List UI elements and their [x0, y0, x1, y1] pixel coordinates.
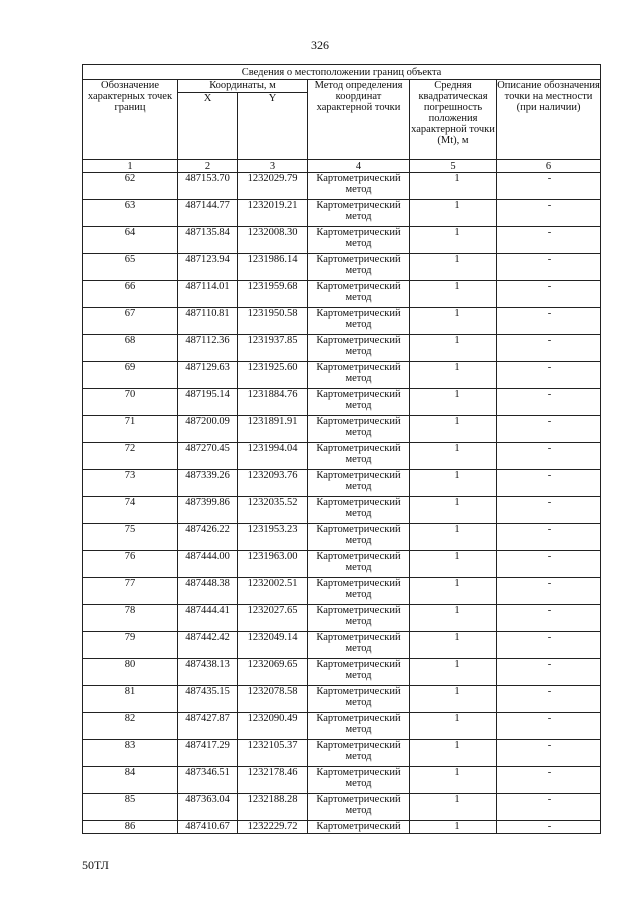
method-cell-text: Картометрический метод: [316, 794, 401, 816]
method-cell: [308, 686, 410, 713]
method-cell-text: Картометрический метод: [316, 173, 401, 195]
point-cell: 66: [83, 281, 178, 308]
method-cell-text: Картометрический метод: [316, 389, 401, 411]
method-cell: [308, 281, 410, 308]
x-coordinate-cell: 487129.63: [178, 362, 238, 389]
description-cell: [497, 821, 601, 834]
column-number: 1: [83, 160, 178, 173]
method-cell-text: Картометрический: [316, 821, 401, 832]
x-coordinate-cell: 487270.45: [178, 443, 238, 470]
point-cell: 74: [83, 497, 178, 524]
point-cell: 73: [83, 470, 178, 497]
y-coordinate-cell: 1231994.04: [238, 443, 308, 470]
accuracy-cell: [410, 443, 497, 470]
accuracy-cell-text: 1: [454, 794, 460, 805]
point-cell: 72: [83, 443, 178, 470]
accuracy-cell: [410, 173, 497, 200]
column-number: 3: [238, 160, 308, 173]
x-coordinate-cell: 487444.00: [178, 551, 238, 578]
y-coordinate-cell: 1231986.14: [238, 254, 308, 281]
y-coordinate-cell: 1232029.79: [238, 173, 308, 200]
y-coordinate-cell: 1232178.46: [238, 767, 308, 794]
table-row: [83, 740, 601, 767]
y-coordinate-cell: 1231950.58: [238, 308, 308, 335]
method-cell: [308, 200, 410, 227]
description-cell-text: -: [547, 551, 552, 562]
point-cell: 71: [83, 416, 178, 443]
method-cell-text: Картометрический метод: [316, 740, 401, 762]
accuracy-cell: [410, 551, 497, 578]
method-cell-text: Картометрический метод: [316, 254, 401, 276]
table-row: [83, 632, 601, 659]
y-coordinate-cell: 1231891.91: [238, 416, 308, 443]
point-cell: 70: [83, 389, 178, 416]
x-coordinate-cell: 487435.15: [178, 686, 238, 713]
method-cell-text: Картометрический метод: [316, 335, 401, 357]
point-cell: 78: [83, 605, 178, 632]
method-cell-text: Картометрический метод: [316, 416, 401, 438]
point-cell: 80: [83, 659, 178, 686]
method-cell-text: Картометрический метод: [316, 659, 401, 681]
description-cell-text: -: [547, 254, 552, 265]
y-coordinate-cell: 1232090.49: [238, 713, 308, 740]
description-cell-text: -: [547, 416, 552, 427]
point-cell: 85: [83, 794, 178, 821]
x-coordinate-cell: 487200.09: [178, 416, 238, 443]
x-coordinate-cell: 487438.13: [178, 659, 238, 686]
x-coordinate-cell: 487195.14: [178, 389, 238, 416]
point-cell: 75: [83, 524, 178, 551]
accuracy-cell: [410, 416, 497, 443]
accuracy-cell: [410, 794, 497, 821]
method-cell-text: Картометрический метод: [316, 200, 401, 222]
method-cell-text: Картометрический метод: [316, 767, 401, 789]
x-coordinate-cell: 487346.51: [178, 767, 238, 794]
header-method: Метод определения координат характерной точки: [308, 80, 410, 160]
accuracy-cell: [410, 578, 497, 605]
y-coordinate-cell: 1231925.60: [238, 362, 308, 389]
table-row: [83, 335, 601, 362]
column-number: 4: [308, 160, 410, 173]
table-row: [83, 686, 601, 713]
method-cell: [308, 416, 410, 443]
method-cell-text: Картометрический метод: [316, 308, 401, 330]
header-point: Обозначение характерных точек границ: [83, 80, 178, 160]
y-coordinate-cell: 1231884.76: [238, 389, 308, 416]
description-cell-text: -: [547, 497, 552, 508]
y-coordinate-cell: 1232035.52: [238, 497, 308, 524]
description-cell: [497, 470, 601, 497]
accuracy-cell: [410, 659, 497, 686]
method-cell: [308, 470, 410, 497]
accuracy-cell-text: 1: [454, 524, 460, 535]
method-cell: [308, 173, 410, 200]
table-row: [83, 254, 601, 281]
method-cell-text: Картометрический метод: [316, 551, 401, 573]
description-cell-text: -: [547, 173, 552, 184]
accuracy-cell-text: 1: [454, 767, 460, 778]
method-cell: [308, 227, 410, 254]
accuracy-cell-text: 1: [454, 659, 460, 670]
description-cell-text: -: [547, 821, 552, 832]
accuracy-cell-text: 1: [454, 713, 460, 724]
description-cell-text: -: [547, 794, 552, 805]
description-cell-text: -: [547, 389, 552, 400]
y-coordinate-cell: 1232002.51: [238, 578, 308, 605]
description-cell-text: -: [547, 767, 552, 778]
description-cell-text: -: [547, 470, 552, 481]
method-cell-text: Картометрический метод: [316, 524, 401, 546]
method-cell: [308, 578, 410, 605]
table-row: [83, 308, 601, 335]
description-cell: [497, 524, 601, 551]
accuracy-cell: [410, 254, 497, 281]
accuracy-cell: [410, 821, 497, 834]
y-coordinate-cell: 1232078.58: [238, 686, 308, 713]
x-coordinate-cell: 487444.41: [178, 605, 238, 632]
point-cell: 65: [83, 254, 178, 281]
y-coordinate-cell: 1231937.85: [238, 335, 308, 362]
description-cell-text: -: [547, 308, 552, 319]
method-cell-text: Картометрический метод: [316, 443, 401, 465]
y-coordinate-cell: 1232019.21: [238, 200, 308, 227]
y-coordinate-cell: 1232229.72: [238, 821, 308, 834]
point-cell: 86: [83, 821, 178, 834]
method-cell: [308, 659, 410, 686]
point-cell: 79: [83, 632, 178, 659]
accuracy-cell-text: 1: [454, 443, 460, 454]
accuracy-cell-text: 1: [454, 200, 460, 211]
accuracy-cell: [410, 497, 497, 524]
method-cell: [308, 551, 410, 578]
method-cell: [308, 740, 410, 767]
point-cell: 83: [83, 740, 178, 767]
x-coordinate-cell: 487144.77: [178, 200, 238, 227]
description-cell: [497, 362, 601, 389]
x-coordinate-cell: 487363.04: [178, 794, 238, 821]
y-coordinate-cell: 1231953.23: [238, 524, 308, 551]
y-coordinate-cell: 1232188.28: [238, 794, 308, 821]
accuracy-cell-text: 1: [454, 497, 460, 508]
method-cell: [308, 443, 410, 470]
table-row: [83, 578, 601, 605]
method-cell: [308, 308, 410, 335]
point-cell: 67: [83, 308, 178, 335]
accuracy-cell-text: 1: [454, 308, 460, 319]
description-cell: [497, 200, 601, 227]
header-description: Описание обозначения точки на местности (при наличии): [497, 80, 601, 160]
description-cell-text: -: [547, 443, 552, 454]
x-coordinate-cell: 487410.67: [178, 821, 238, 834]
table-row: [83, 281, 601, 308]
description-cell: [497, 740, 601, 767]
point-cell: 82: [83, 713, 178, 740]
point-cell: 68: [83, 335, 178, 362]
description-cell: [497, 686, 601, 713]
y-coordinate-cell: 1231959.68: [238, 281, 308, 308]
description-cell: [497, 605, 601, 632]
accuracy-cell: [410, 470, 497, 497]
description-cell: [497, 308, 601, 335]
accuracy-cell-text: 1: [454, 821, 460, 832]
x-coordinate-cell: 487399.86: [178, 497, 238, 524]
accuracy-cell-text: 1: [454, 605, 460, 616]
description-cell-text: -: [547, 524, 552, 535]
accuracy-cell: [410, 335, 497, 362]
accuracy-cell-text: 1: [454, 173, 460, 184]
method-cell-text: Картометрический метод: [316, 713, 401, 735]
table-row: [83, 173, 601, 200]
description-cell: [497, 443, 601, 470]
method-cell: [308, 713, 410, 740]
accuracy-cell: [410, 740, 497, 767]
description-cell-text: -: [547, 713, 552, 724]
accuracy-cell: [410, 362, 497, 389]
table-body: [83, 173, 601, 834]
description-cell: [497, 632, 601, 659]
description-cell: [497, 335, 601, 362]
accuracy-cell: [410, 389, 497, 416]
point-cell: 84: [83, 767, 178, 794]
table-row: [83, 443, 601, 470]
y-coordinate-cell: 1232105.37: [238, 740, 308, 767]
method-cell-text: Картометрический метод: [316, 686, 401, 708]
x-coordinate-cell: 487114.01: [178, 281, 238, 308]
point-cell: 64: [83, 227, 178, 254]
description-cell: [497, 227, 601, 254]
accuracy-cell: [410, 713, 497, 740]
description-cell: [497, 281, 601, 308]
description-cell-text: -: [547, 281, 552, 292]
description-cell: [497, 659, 601, 686]
method-cell: [308, 632, 410, 659]
point-cell: 62: [83, 173, 178, 200]
table-row: [83, 659, 601, 686]
accuracy-cell-text: 1: [454, 686, 460, 697]
table-row: [83, 227, 601, 254]
method-cell: [308, 389, 410, 416]
table-row: [83, 362, 601, 389]
description-cell: [497, 713, 601, 740]
accuracy-cell: [410, 308, 497, 335]
column-number: 6: [497, 160, 601, 173]
method-cell-text: Картометрический метод: [316, 632, 401, 654]
table-caption: Сведения о местоположении границ объекта: [83, 65, 601, 80]
x-coordinate-cell: 487153.70: [178, 173, 238, 200]
description-cell-text: -: [547, 227, 552, 238]
description-cell: [497, 794, 601, 821]
accuracy-cell-text: 1: [454, 470, 460, 481]
y-coordinate-cell: 1232027.65: [238, 605, 308, 632]
method-cell-text: Картометрический метод: [316, 605, 401, 627]
description-cell-text: -: [547, 605, 552, 616]
accuracy-cell-text: 1: [454, 551, 460, 562]
column-number-row: [83, 160, 601, 173]
table-row: [83, 416, 601, 443]
table-row: [83, 605, 601, 632]
table-row: [83, 767, 601, 794]
table-row: [83, 713, 601, 740]
x-coordinate-cell: 487135.84: [178, 227, 238, 254]
page-number: 326: [311, 38, 329, 52]
accuracy-cell-text: 1: [454, 335, 460, 346]
description-cell: [497, 173, 601, 200]
accuracy-cell: [410, 524, 497, 551]
method-cell: [308, 605, 410, 632]
description-cell: [497, 767, 601, 794]
table-row: [83, 470, 601, 497]
accuracy-cell: [410, 767, 497, 794]
description-cell-text: -: [547, 686, 552, 697]
table-row: [83, 551, 601, 578]
description-cell-text: -: [547, 632, 552, 643]
method-cell-text: Картометрический метод: [316, 497, 401, 519]
description-cell-text: -: [547, 335, 552, 346]
x-coordinate-cell: 487339.26: [178, 470, 238, 497]
y-coordinate-cell: 1232049.14: [238, 632, 308, 659]
table-row: [83, 389, 601, 416]
header-y: Y: [238, 93, 308, 160]
method-cell-text: Картометрический метод: [316, 281, 401, 303]
method-cell: [308, 335, 410, 362]
point-cell: 63: [83, 200, 178, 227]
header-coordinates: Координаты, м: [178, 80, 308, 93]
x-coordinate-cell: 487417.29: [178, 740, 238, 767]
description-cell-text: -: [547, 659, 552, 670]
accuracy-cell-text: 1: [454, 362, 460, 373]
accuracy-cell-text: 1: [454, 254, 460, 265]
x-coordinate-cell: 487112.36: [178, 335, 238, 362]
y-coordinate-cell: 1231963.00: [238, 551, 308, 578]
description-cell-text: -: [547, 200, 552, 211]
description-cell-text: -: [547, 740, 552, 751]
x-coordinate-cell: 487448.38: [178, 578, 238, 605]
description-cell-text: -: [547, 362, 552, 373]
column-number: 2: [178, 160, 238, 173]
accuracy-cell: [410, 632, 497, 659]
point-cell: 76: [83, 551, 178, 578]
method-cell: [308, 254, 410, 281]
y-coordinate-cell: 1232093.76: [238, 470, 308, 497]
accuracy-cell-text: 1: [454, 578, 460, 589]
method-cell: [308, 794, 410, 821]
table-row: [83, 821, 601, 834]
x-coordinate-cell: 487427.87: [178, 713, 238, 740]
point-cell: 81: [83, 686, 178, 713]
description-cell: [497, 497, 601, 524]
method-cell: [308, 497, 410, 524]
header-x: X: [178, 93, 238, 160]
accuracy-cell: [410, 200, 497, 227]
description-cell: [497, 254, 601, 281]
method-cell: [308, 821, 410, 834]
method-cell-text: Картометрический метод: [316, 362, 401, 384]
method-cell: [308, 767, 410, 794]
description-cell: [497, 578, 601, 605]
y-coordinate-cell: 1232069.65: [238, 659, 308, 686]
x-coordinate-cell: 487123.94: [178, 254, 238, 281]
column-number: 5: [410, 160, 497, 173]
accuracy-cell: [410, 227, 497, 254]
table-row: [83, 200, 601, 227]
footer-code: 50ТЛ: [82, 858, 109, 872]
description-cell-text: -: [547, 578, 552, 589]
accuracy-cell: [410, 281, 497, 308]
accuracy-cell-text: 1: [454, 227, 460, 238]
description-cell: [497, 389, 601, 416]
accuracy-cell: [410, 605, 497, 632]
description-cell: [497, 551, 601, 578]
accuracy-cell: [410, 686, 497, 713]
method-cell-text: Картометрический метод: [316, 227, 401, 249]
boundary-coordinates-table: [82, 64, 601, 834]
accuracy-cell-text: 1: [454, 281, 460, 292]
accuracy-cell-text: 1: [454, 416, 460, 427]
description-cell: [497, 416, 601, 443]
y-coordinate-cell: 1232008.30: [238, 227, 308, 254]
table-row: [83, 524, 601, 551]
accuracy-cell-text: 1: [454, 632, 460, 643]
method-cell: [308, 362, 410, 389]
method-cell-text: Картометрический метод: [316, 578, 401, 600]
x-coordinate-cell: 487110.81: [178, 308, 238, 335]
point-cell: 77: [83, 578, 178, 605]
x-coordinate-cell: 487426.22: [178, 524, 238, 551]
method-cell: [308, 524, 410, 551]
accuracy-cell-text: 1: [454, 740, 460, 751]
boundary-table-container: [82, 64, 600, 834]
table-row: [83, 497, 601, 524]
header-accuracy: Средняя квадратическая погрешность положения характерной точки (Mt), м: [410, 80, 497, 160]
point-cell: 69: [83, 362, 178, 389]
accuracy-cell-text: 1: [454, 389, 460, 400]
table-row: [83, 794, 601, 821]
method-cell-text: Картометрический метод: [316, 470, 401, 492]
x-coordinate-cell: 487442.42: [178, 632, 238, 659]
